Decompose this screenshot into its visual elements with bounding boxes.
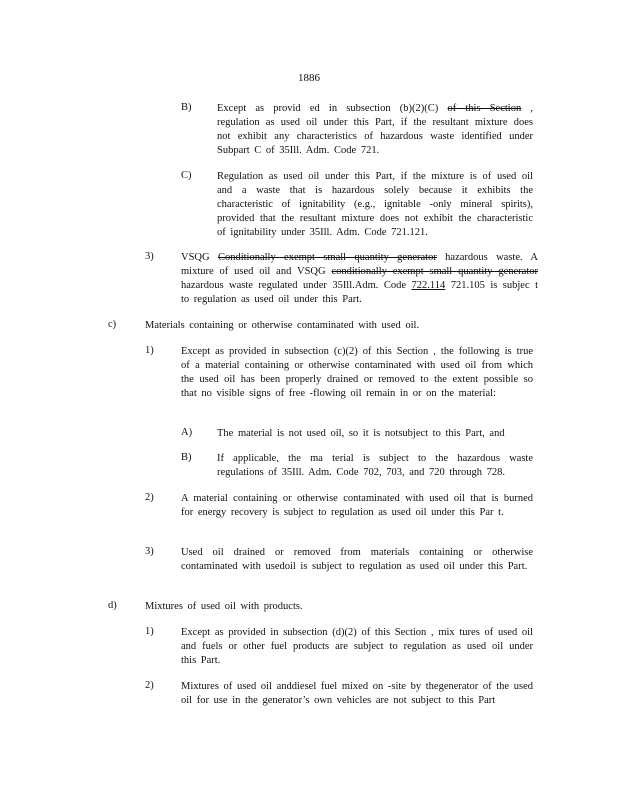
- item-label-B2: B): [181, 452, 192, 463]
- text-run: hazardous waste. A mixture of used oil and VSQG: [181, 252, 538, 277]
- item-label-d1: 1): [145, 626, 154, 637]
- item-text-c3: Used oil drained or removed from materials containing or otherwise contaminated with usedoil is subject to regulation as used oil under this Part.: [181, 547, 533, 572]
- item-text-c: Materials containing or otherwise contaminated with used oil.: [145, 320, 420, 331]
- item-text-3: [181, 251, 538, 307]
- item-text-d: Mixtures of used oil with products.: [145, 601, 303, 612]
- struck-text: conditionally exempt small quantity generator: [331, 266, 538, 277]
- item-label-c: c): [108, 319, 117, 330]
- item-text-c1: Except as provided in subsection (c)(2) of this Section , the following is true of a material containing or otherwise contaminated with used oil from which the used oil has been properly drained or removed to the extent possible so that no visible signs of free -flowing oil remain in or on the material:: [181, 346, 533, 399]
- item-label-d: d): [108, 600, 117, 611]
- item-text-B2: If applicable, the ma terial is subject to the hazardous waste regulations of 35Ill. Adm. Code 702, 703, and 720 through 728.: [217, 453, 533, 478]
- item-text-c2: A material containing or otherwise contaminated with used oil that is burned for energy recovery is subject to regulation as used oil under this Par t.: [181, 493, 533, 518]
- item-label-d2: 2): [145, 680, 154, 691]
- item-text-A: The material is not used oil, so it is notsubject to this Part, and: [217, 428, 505, 439]
- page-number: 1886: [298, 72, 320, 84]
- item-label-A: A): [181, 427, 193, 438]
- text-run: , regulation as used oil under this Part, if the resultant mixture does not exhibit any characteristics of hazardous waste identified under Subpart C of 35Ill. Adm. Code 721.: [217, 103, 534, 156]
- item-label-3: 3): [145, 251, 154, 262]
- text-run: VSQG: [181, 252, 218, 263]
- item-label-c3: 3): [145, 546, 154, 557]
- item-label-C: C): [181, 170, 192, 181]
- text-run: 721.105 is subjec t to regulation as used oil under this Part.: [181, 280, 538, 305]
- item-label-B: B): [181, 102, 192, 113]
- text-run: Except as provid ed in subsection (b)(2)(C): [217, 103, 448, 114]
- item-text-B: [217, 102, 533, 158]
- text-run: hazardous waste regulated under 35Ill.Adm. Code: [181, 280, 412, 291]
- item-text-d2: Mixtures of used oil anddiesel fuel mixed on -site by thegenerator of the used oil for use in the generator’s own vehicles are not subject to this Part: [181, 681, 533, 706]
- item-text-C: Regulation as used oil under this Part, if the mixture is of used oil and a waste that is hazardous solely because it exhibits the characteristic of ignitability (e.g., ignitable -only mineral spirits), provided that the resultant mixture does not exhibit the characteristic of ignitability under 35Ill. Adm. Code 721.121.: [217, 171, 533, 238]
- underlined-text: 722.114: [411, 280, 446, 291]
- item-label-c2: 2): [145, 492, 154, 503]
- item-text-d1: Except as provided in subsection (d)(2) of this Section , mix tures of used oil and fuels or other fuel products are subject to regulation as used oil under this Part.: [181, 627, 533, 666]
- item-label-c1: 1): [145, 345, 154, 356]
- struck-text: of this Section: [447, 103, 522, 114]
- struck-text: Conditionally exempt small quantity generator: [217, 252, 437, 263]
